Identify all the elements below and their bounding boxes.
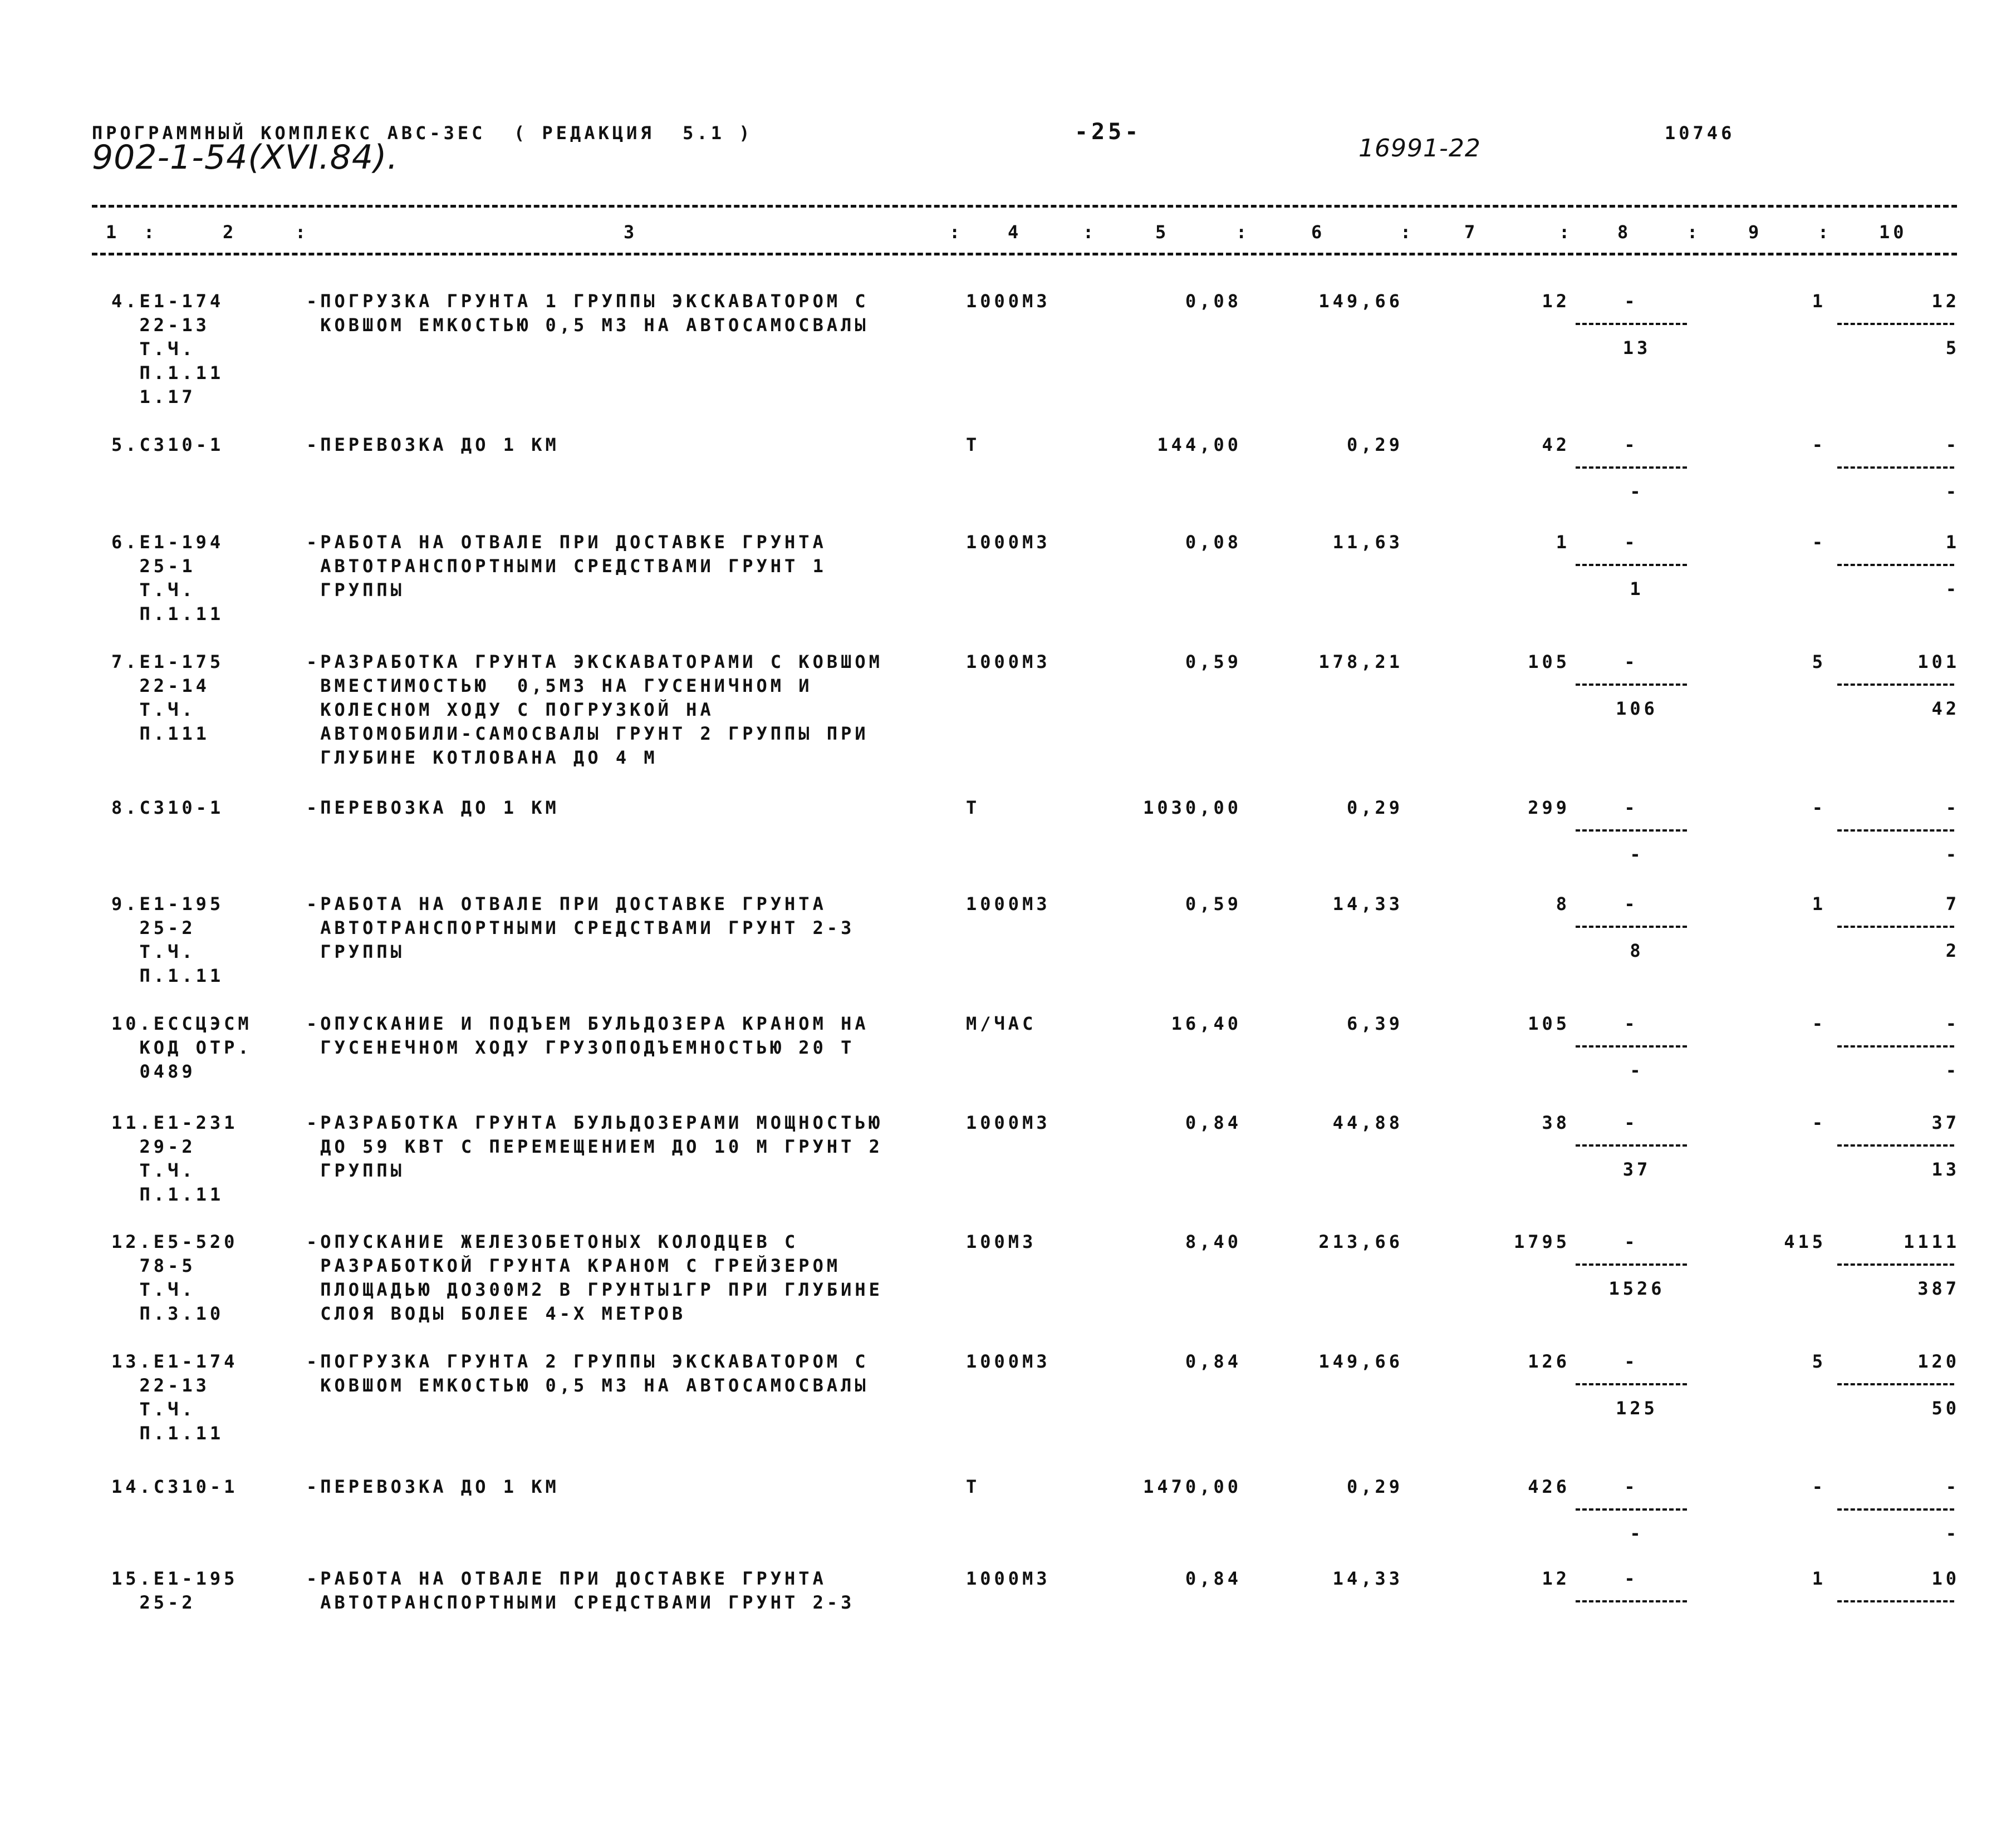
row-unit: 1000М3 [966, 532, 1051, 553]
row-description: -РАЗРАБОТКА ГРУНТА БУЛЬДОЗЕРАМИ МОЩНОСТЬЮ ДО 59 КВТ С ПЕРЕМЕЩЕНИЕМ ДО 10 М ГРУНТ 2 ГРУППЫ [306, 1112, 883, 1181]
row-code: 13.Е1-174 22-13 Т.Ч. П.1.11 [111, 1351, 238, 1444]
row-description: -ОПУСКАНИЕ И ПОДЪЕМ БУЛЬДОЗЕРА КРАНОМ НА ГУСЕНЕЧНОМ ХОДУ ГРУЗОПОДЪЕМНОСТЬЮ 20 Т [306, 1013, 869, 1058]
fraction-line [1837, 564, 1954, 566]
row-description: -ПОГРУЗКА ГРУНТА 2 ГРУППЫ ЭКСКАВАТОРОМ С КОВШОМ ЕМКОСТЬЮ 0,5 М3 НА АВТОСАМОСВАЛЫ [306, 1351, 869, 1396]
row-total: 426 [1528, 1476, 1570, 1497]
page-number: -25- [1075, 119, 1142, 145]
row-col8-bottom: 1526 [1608, 1278, 1665, 1299]
column-separator: : [1559, 222, 1573, 243]
row-col10-top: - [1945, 434, 1960, 455]
row-unit: Т [966, 434, 980, 455]
fraction-line [1837, 1508, 1954, 1511]
row-col9: - [1812, 1476, 1826, 1497]
column-header-4: 4 [1008, 222, 1022, 243]
header-rule-bottom [92, 253, 1957, 255]
row-col8-top: - [1624, 291, 1639, 312]
row-unit: 1000М3 [966, 291, 1051, 312]
row-code: 6.Е1-194 25-1 Т.Ч. П.1.11 [111, 532, 224, 625]
row-total: 38 [1542, 1112, 1570, 1133]
row-unit: 1000М3 [966, 651, 1051, 672]
column-header-5: 5 [1155, 222, 1170, 243]
row-quantity: 0,08 [1185, 291, 1242, 312]
row-unit: 100М3 [966, 1231, 1037, 1252]
row-col8-bottom: - [1630, 1060, 1644, 1081]
row-col10-top: 7 [1945, 893, 1960, 914]
fraction-line [1837, 1045, 1954, 1048]
row-total: 42 [1542, 434, 1570, 455]
fraction-line [1576, 684, 1687, 686]
document-number: 16991-22 [1358, 134, 1481, 163]
row-col10-bottom: 13 [1931, 1159, 1960, 1180]
row-quantity: 0,84 [1185, 1568, 1242, 1589]
program-title: ПРОГРАММНЫЙ КОМПЛЕКС АВС-3ЕС ( РЕДАКЦИЯ 5.1 ) [92, 122, 753, 144]
row-description: -ПЕРЕВОЗКА ДО 1 КМ [306, 797, 560, 818]
row-col8-bottom: 37 [1622, 1159, 1651, 1180]
column-separator: : [1083, 222, 1097, 243]
fraction-line [1837, 926, 1954, 928]
row-description: -РАБОТА НА ОТВАЛЕ ПРИ ДОСТАВКЕ ГРУНТА АВТОТРАНСПОРТНЫМИ СРЕДСТВАМИ ГРУНТ 1 ГРУППЫ [306, 532, 827, 601]
column-header-8: 8 [1617, 222, 1632, 243]
fraction-line [1576, 1383, 1687, 1385]
row-col10-top: 120 [1917, 1351, 1960, 1372]
column-separator: : [1818, 222, 1832, 243]
row-col10-top: 37 [1931, 1112, 1960, 1133]
row-quantity: 0,08 [1185, 532, 1242, 553]
row-unit: Т [966, 1476, 980, 1497]
fraction-line [1576, 466, 1687, 469]
row-col10-top: 101 [1917, 651, 1960, 672]
row-col10-bottom: - [1945, 481, 1960, 502]
row-col8-bottom: 1 [1630, 578, 1644, 599]
row-quantity: 0,59 [1185, 651, 1242, 672]
row-unit-price: 6,39 [1346, 1013, 1403, 1034]
row-col8-top: - [1624, 1568, 1639, 1589]
column-separator: : [1400, 222, 1415, 243]
row-total: 1 [1556, 532, 1570, 553]
row-col10-top: - [1945, 797, 1960, 818]
row-col8-top: - [1624, 893, 1639, 914]
row-col9: 5 [1812, 651, 1826, 672]
row-col9: 1 [1812, 291, 1826, 312]
row-unit: 1000М3 [966, 1351, 1051, 1372]
row-col8-top: - [1624, 1351, 1639, 1372]
row-description: -ПЕРЕВОЗКА ДО 1 КМ [306, 1476, 560, 1497]
fraction-line [1576, 1600, 1687, 1602]
column-header-2: 2 [223, 222, 237, 243]
fraction-line [1837, 1263, 1954, 1266]
row-quantity: 0,84 [1185, 1351, 1242, 1372]
row-unit-price: 213,66 [1318, 1231, 1403, 1252]
row-col8-top: - [1624, 532, 1639, 553]
column-separator: : [949, 222, 964, 243]
row-unit-price: 149,66 [1318, 1351, 1403, 1372]
row-quantity: 0,59 [1185, 893, 1242, 914]
row-col10-bottom: 2 [1945, 940, 1960, 961]
fraction-line [1576, 323, 1687, 325]
fraction-line [1576, 926, 1687, 928]
row-col9: - [1812, 797, 1826, 818]
row-col9: 5 [1812, 1351, 1826, 1372]
row-col10-bottom: 42 [1931, 698, 1960, 719]
column-separator: : [1236, 222, 1250, 243]
fraction-line [1837, 323, 1954, 325]
row-col9: - [1812, 1112, 1826, 1133]
row-description: -РАЗРАБОТКА ГРУНТА ЭКСКАВАТОРАМИ С КОВШОМ ВМЕСТИМОСТЬЮ 0,5М3 НА ГУСЕНИЧНОМ И КОЛЕСНОМ ХОДУ С ПОГРУЗКОЙ НА АВТОМОБИЛИ-САМОСВАЛЫ ГРУНТ 2 ГРУППЫ ПРИ ГЛУБИНЕ КОТЛОВАНА ДО 4 М [306, 651, 883, 768]
fraction-line [1837, 684, 1954, 686]
row-col10-bottom: - [1945, 578, 1960, 599]
row-unit-price: 178,21 [1318, 651, 1403, 672]
header-rule-top [92, 205, 1957, 208]
row-code: 11.Е1-231 29-2 Т.Ч. П.1.11 [111, 1112, 238, 1205]
fraction-line [1576, 1144, 1687, 1147]
row-quantity: 1030,00 [1143, 797, 1242, 818]
row-col8-top: - [1624, 1013, 1639, 1034]
fraction-line [1837, 466, 1954, 469]
column-header-1: 1 [106, 222, 120, 243]
row-unit-price: 11,63 [1332, 532, 1403, 553]
row-total: 105 [1528, 651, 1570, 672]
row-quantity: 8,40 [1185, 1231, 1242, 1252]
row-col10-bottom: - [1945, 1523, 1960, 1544]
fraction-line [1837, 829, 1954, 832]
column-separator: : [1687, 222, 1701, 243]
row-col8-bottom: 125 [1616, 1398, 1658, 1419]
column-header-3: 3 [624, 222, 638, 243]
row-unit: 1000М3 [966, 1112, 1051, 1133]
row-col8-bottom: - [1630, 481, 1644, 502]
fraction-line [1576, 1508, 1687, 1511]
row-description: -ОПУСКАНИЕ ЖЕЛЕЗОБЕТОНЫХ КОЛОДЦЕВ С РАЗРАБОТКОЙ ГРУНТА КРАНОМ С ГРЕЙЗЕРОМ ПЛОЩАДЬЮ ДО300М2 В ГРУНТЫ1ГР ПРИ ГЛУБИНЕ СЛОЯ ВОДЫ БОЛЕЕ 4-Х МЕТРОВ [306, 1231, 883, 1324]
row-col9: 415 [1784, 1231, 1826, 1252]
row-unit-price: 44,88 [1332, 1112, 1403, 1133]
row-unit-price: 0,29 [1346, 1476, 1403, 1497]
row-col10-top: - [1945, 1476, 1960, 1497]
row-col10-top: 1111 [1903, 1231, 1960, 1252]
row-col8-bottom: - [1630, 1523, 1644, 1544]
row-description: -РАБОТА НА ОТВАЛЕ ПРИ ДОСТАВКЕ ГРУНТА АВТОТРАНСПОРТНЫМИ СРЕДСТВАМИ ГРУНТ 2-3 [306, 1568, 855, 1613]
row-col8-bottom: 13 [1622, 337, 1651, 358]
row-total: 12 [1542, 1568, 1570, 1589]
row-unit: 1000М3 [966, 893, 1051, 914]
column-header-6: 6 [1311, 222, 1326, 243]
row-unit: М/ЧАС [966, 1013, 1037, 1034]
row-unit-price: 0,29 [1346, 434, 1403, 455]
row-col9: - [1812, 532, 1826, 553]
row-col9: 1 [1812, 893, 1826, 914]
column-separator: : [144, 222, 158, 243]
row-col10-top: - [1945, 1013, 1960, 1034]
row-unit: 1000М3 [966, 1568, 1051, 1589]
row-col8-bottom: 8 [1630, 940, 1644, 961]
row-col10-bottom: 5 [1945, 337, 1960, 358]
row-col9: - [1812, 434, 1826, 455]
row-unit: Т [966, 797, 980, 818]
row-total: 299 [1528, 797, 1570, 818]
row-code: 15.Е1-195 25-2 [111, 1568, 238, 1613]
row-quantity: 1470,00 [1143, 1476, 1242, 1497]
row-col10-bottom: - [1945, 1060, 1960, 1081]
document-code: 10746 [1665, 122, 1735, 144]
row-total: 12 [1542, 291, 1570, 312]
column-header-10: 10 [1879, 222, 1907, 243]
fraction-line [1576, 1045, 1687, 1048]
row-unit-price: 14,33 [1332, 893, 1403, 914]
fraction-line [1837, 1600, 1954, 1602]
row-col10-bottom: 50 [1931, 1398, 1960, 1419]
row-description: -РАБОТА НА ОТВАЛЕ ПРИ ДОСТАВКЕ ГРУНТА АВТОТРАНСПОРТНЫМИ СРЕДСТВАМИ ГРУНТ 2-3 ГРУППЫ [306, 893, 855, 962]
row-col8-top: - [1624, 1112, 1639, 1133]
row-unit-price: 0,29 [1346, 797, 1403, 818]
row-col8-top: - [1624, 797, 1639, 818]
row-col10-bottom: - [1945, 844, 1960, 865]
row-unit-price: 14,33 [1332, 1568, 1403, 1589]
row-col8-top: - [1624, 1231, 1639, 1252]
row-code: 4.Е1-174 22-13 Т.Ч. П.1.11 1.17 [111, 291, 224, 407]
row-col8-top: - [1624, 1476, 1639, 1497]
row-col8-bottom: - [1630, 844, 1644, 865]
row-quantity: 144,00 [1157, 434, 1242, 455]
row-col10-top: 12 [1931, 291, 1960, 312]
fraction-line [1837, 1383, 1954, 1385]
row-quantity: 0,84 [1185, 1112, 1242, 1133]
row-unit-price: 149,66 [1318, 291, 1403, 312]
row-code: 7.Е1-175 22-14 Т.Ч. П.111 [111, 651, 224, 744]
fraction-line [1576, 829, 1687, 832]
row-code: 10.ЕССЦЭСМ КОД ОТР. 0489 [111, 1013, 252, 1082]
row-col8-bottom: 106 [1616, 698, 1658, 719]
handwritten-project-code: 902-1-54(XVI.84). [92, 138, 399, 177]
row-total: 8 [1556, 893, 1570, 914]
row-code: 9.Е1-195 25-2 Т.Ч. П.1.11 [111, 893, 224, 986]
row-col9: - [1812, 1013, 1826, 1034]
row-col8-top: - [1624, 651, 1639, 672]
fraction-line [1576, 564, 1687, 566]
row-description: -ПЕРЕВОЗКА ДО 1 КМ [306, 434, 560, 455]
row-col9: 1 [1812, 1568, 1826, 1589]
row-code: 8.С310-1 [111, 797, 224, 818]
fraction-line [1576, 1263, 1687, 1266]
row-code: 14.С310-1 [111, 1476, 238, 1497]
column-separator: : [295, 222, 310, 243]
row-col10-bottom: 387 [1917, 1278, 1960, 1299]
row-col10-top: 10 [1931, 1568, 1960, 1589]
row-quantity: 16,40 [1171, 1013, 1242, 1034]
row-description: -ПОГРУЗКА ГРУНТА 1 ГРУППЫ ЭКСКАВАТОРОМ С КОВШОМ ЕМКОСТЬЮ 0,5 М3 НА АВТОСАМОСВАЛЫ [306, 291, 869, 336]
column-header-9: 9 [1748, 222, 1763, 243]
row-total: 1795 [1513, 1231, 1570, 1252]
row-total: 126 [1528, 1351, 1570, 1372]
row-col8-top: - [1624, 434, 1639, 455]
row-total: 105 [1528, 1013, 1570, 1034]
fraction-line [1837, 1144, 1954, 1147]
row-code: 5.С310-1 [111, 434, 224, 455]
row-col10-top: 1 [1945, 532, 1960, 553]
column-header-7: 7 [1464, 222, 1479, 243]
row-code: 12.Е5-520 78-5 Т.Ч. П.3.10 [111, 1231, 238, 1324]
